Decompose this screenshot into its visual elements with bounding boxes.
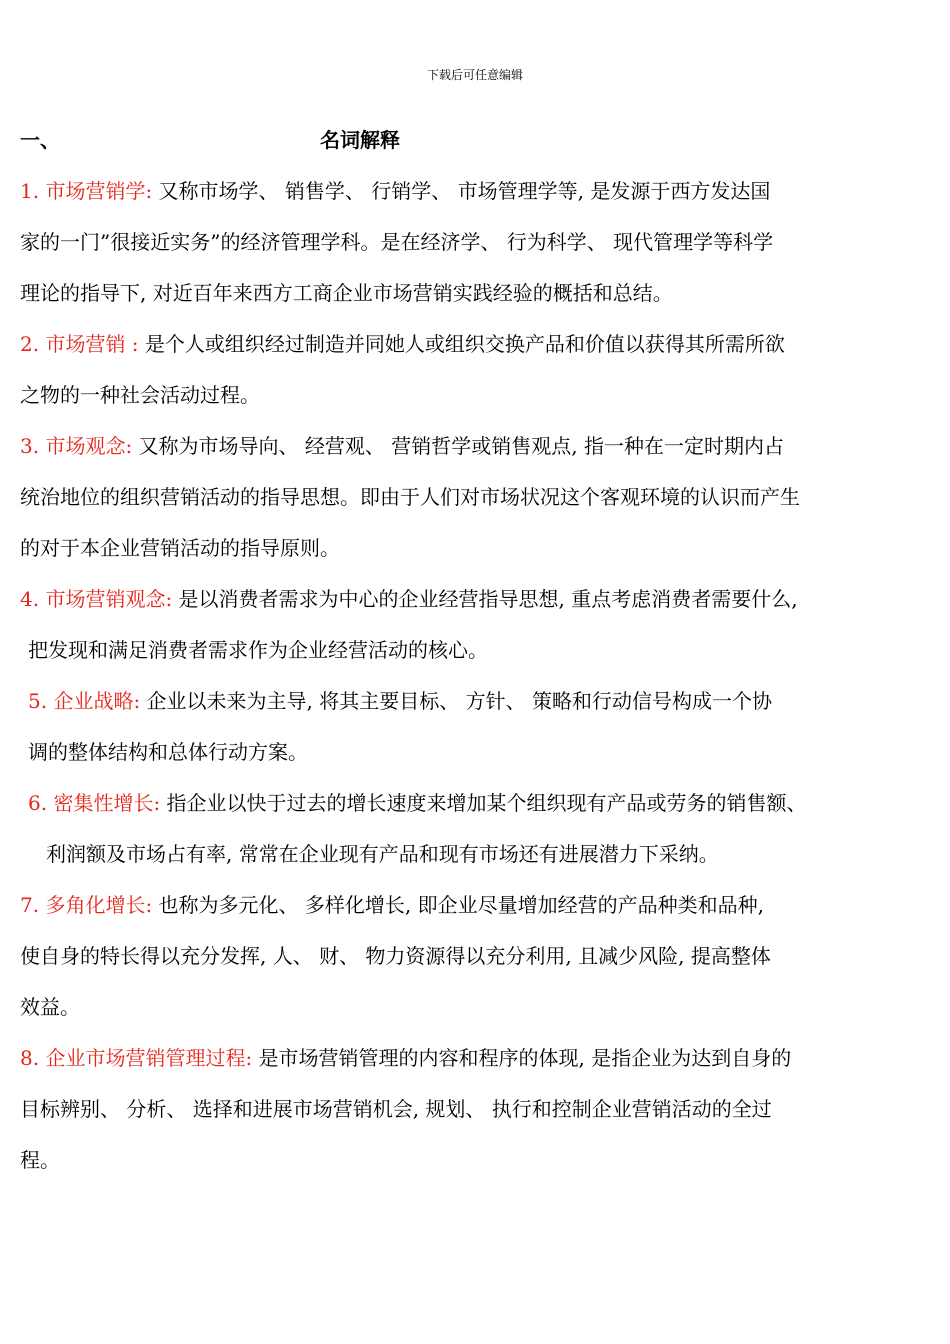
term-line [28, 676, 925, 727]
term-3 [20, 421, 925, 574]
term-line [20, 421, 925, 472]
term-8 [20, 1033, 925, 1186]
term-label: 2. 市场营销 : [20, 332, 139, 356]
term-line: 家的一门”很接近实务”的经济管理学科。是在经济学、 行为科学、 现代管理学等科学 [20, 230, 774, 254]
term-line [20, 574, 925, 625]
term-line: 利润额及市场占有率, 常常在企业现有产品和现有市场还有进展潜力下采纳。 [46, 842, 719, 866]
term-label: 1. 市场营销学: [20, 179, 153, 203]
term-1 [20, 166, 925, 319]
term-label: 7. 多角化增长: [20, 893, 153, 917]
term-text: 企业以未来为主导, 将其主要目标、 方针、 策略和行动信号构成一个协 [140, 689, 772, 713]
term-2 [20, 319, 925, 421]
section-heading [20, 124, 920, 152]
term-text: 又称市场学、 销售学、 行销学、 市场管理学等, 是发源于西方发达国 [152, 179, 771, 203]
term-line [28, 778, 925, 829]
term-text: 也称为多元化、 多样化增长, 即企业尽量增加经营的产品种类和品种, [152, 893, 764, 917]
term-line: 效益。 [20, 995, 80, 1019]
term-4 [20, 574, 925, 676]
term-5 [20, 676, 925, 778]
term-line [20, 319, 925, 370]
term-text: 指企业以快于过去的增长速度来增加某个组织现有产品或劳务的销售额、 [160, 791, 807, 815]
term-line [20, 880, 925, 931]
term-line: 使自身的特长得以充分发挥, 人、 财、 物力资源得以充分利用, 且减少风险, 提高整体 [20, 944, 771, 968]
term-text: 是市场营销管理的内容和程序的体现, 是指企业为达到自身的 [252, 1046, 792, 1070]
term-line: 之物的一种社会活动过程。 [20, 383, 260, 407]
term-6 [20, 778, 925, 880]
term-label: 8. 企业市场营销管理过程: [20, 1046, 253, 1070]
section-number: 一、 [20, 128, 60, 152]
term-label: 4. 市场营销观念: [20, 587, 173, 611]
term-text: 是个人或组织经过制造并同她人或组织交换产品和价值以获得其所需所欲 [138, 332, 785, 356]
term-label: 6. 密集性增长: [28, 791, 161, 815]
term-line: 程。 [20, 1148, 60, 1172]
section-title: 名词解释 [320, 128, 400, 152]
term-line [20, 166, 925, 217]
term-7 [20, 880, 925, 1033]
term-line [20, 1033, 925, 1084]
term-line: 目标辨别、 分析、 选择和进展市场营销机会, 规划、 执行和控制企业营销活动的全过 [20, 1097, 772, 1121]
term-text: 是以消费者需求为中心的企业经营指导思想, 重点考虑消费者需要什么, [172, 587, 798, 611]
term-line: 理论的指导下, 对近百年来西方工商企业市场营销实践经验的概括和总结。 [20, 281, 673, 305]
term-line: 调的整体结构和总体行动方案。 [28, 740, 308, 764]
page-header-note: 下载后可任意编辑 [426, 68, 523, 82]
term-line: 把发现和满足消费者需求作为企业经营活动的核心。 [28, 638, 488, 662]
term-label: 3. 市场观念: [20, 434, 133, 458]
term-label: 5. 企业战略: [28, 689, 141, 713]
term-line: 的对于本企业营销活动的指导原则。 [20, 536, 340, 560]
definitions-list [20, 166, 925, 1186]
term-text: 又称为市场导向、 经营观、 营销哲学或销售观点, 指一种在一定时期内占 [132, 434, 784, 458]
term-line: 统治地位的组织营销活动的指导思想。即由于人们对市场状况这个客观环境的认识而产生 [20, 485, 800, 509]
